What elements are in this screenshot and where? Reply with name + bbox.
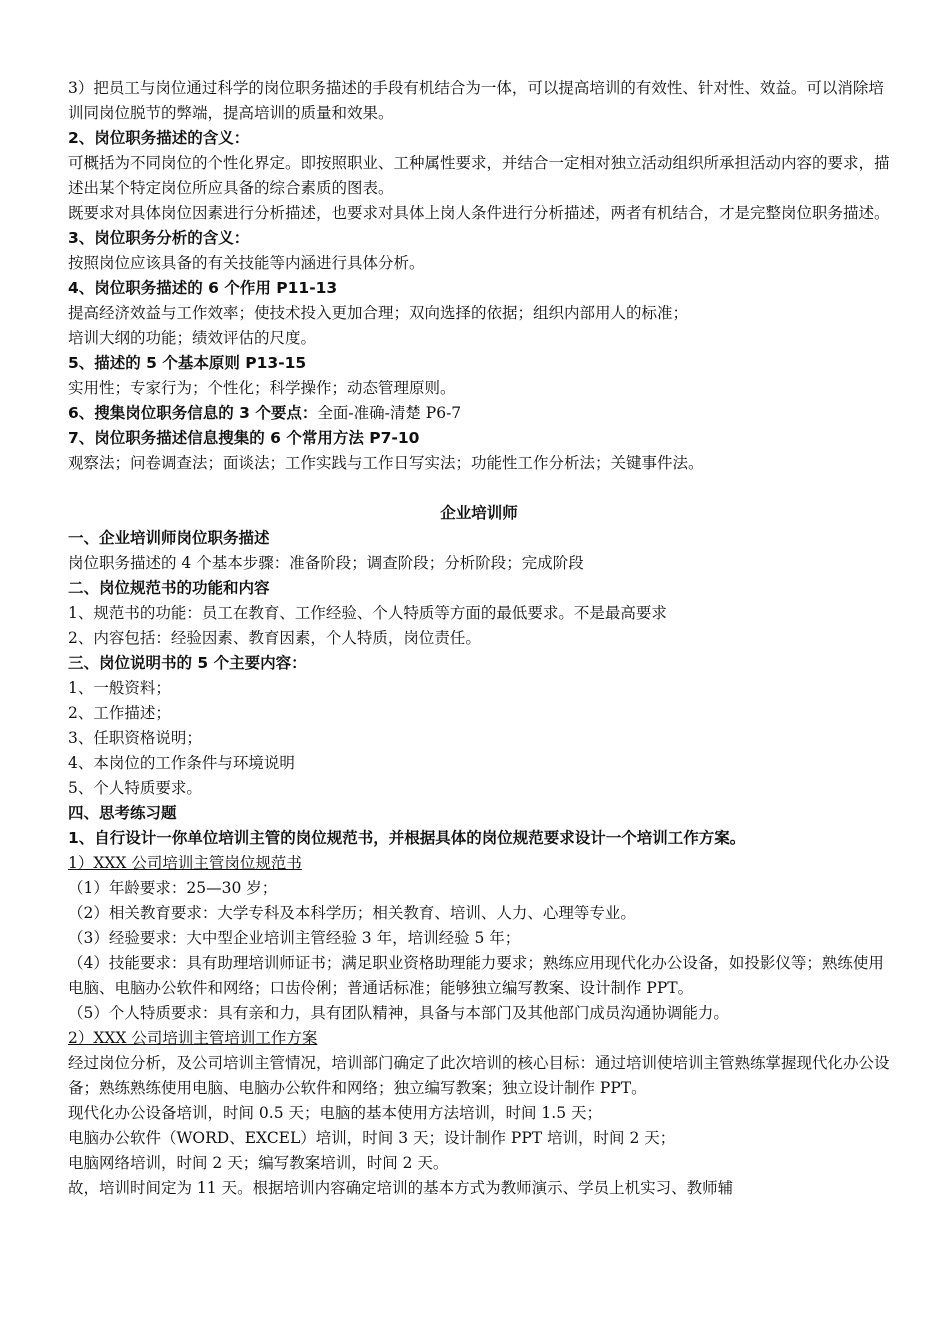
question: 1、自行设计一你单位培训主管的岗位规范书，并根据具体的岗位规范要求设计一个培训工作方案。: [68, 829, 746, 847]
list-item: 1、一般资料；: [68, 679, 171, 697]
heading: 三、岗位说明书的 5 个主要内容：: [68, 654, 307, 672]
paragraph: 2、内容包括：经验因素、教育因素，个人特质，岗位责任。: [68, 629, 481, 647]
paragraph: 电脑网络培训，时间 2 天；编写教案培训，时间 2 天。: [68, 1154, 449, 1172]
heading: 四、思考练习题: [68, 804, 177, 822]
requirement-item: （4）技能要求：具有助理培训师证书；满足职业资格助理能力要求；熟练应用现代化办公设备，如投影仪等；熟练使用电脑、电脑办公软件和网络；口齿伶俐；普通话标准；能够独立编写教案、设计制作 PPT。: [68, 954, 884, 997]
paragraph: 培训大纲的功能；绩效评估的尺度。: [68, 329, 317, 347]
paragraph: 按照岗位应该具备的有关技能等内涵进行具体分析。: [68, 254, 425, 272]
paragraph: 1、规范书的功能：员工在教育、工作经验、个人特质等方面的最低要求。不是最高要求: [68, 604, 667, 622]
heading: 2、岗位职务描述的含义：: [68, 129, 250, 147]
list-item: 5、个人特质要求。: [68, 779, 202, 797]
paragraph: 观察法；问卷调查法；面谈法；工作实践与工作日写实法；功能性工作分析法；关键事件法。: [68, 454, 704, 472]
paragraph: 经过岗位分析，及公司培训主管情况，培训部门确定了此次培训的核心目标：通过培训使培训主管熟练掌握现代化办公设备；熟练熟练使用电脑、电脑办公软件和网络；独立编写教案；独立设计制作 PPT。: [68, 1054, 890, 1097]
paragraph: 实用性；专家行为；个性化；科学操作；动态管理原则。: [68, 379, 456, 397]
heading: 二、岗位规范书的功能和内容: [68, 579, 270, 597]
heading: 4、岗位职务描述的 6 个作用 P11-13: [68, 279, 338, 297]
paragraph: 既要求对具体岗位因素进行分析描述，也要求对具体上岗人条件进行分析描述，两者有机结合，才是完整岗位职务描述。: [68, 204, 890, 222]
document-page: [68, 76, 890, 1201]
paragraph: 故，培训时间定为 11 天。根据培训内容确定培训的基本方式为教师演示、学员上机实习、教师辅: [68, 1179, 734, 1197]
requirement-item: （1）年龄要求：25—30 岁；: [68, 879, 278, 897]
list-item: 3、任职资格说明；: [68, 729, 202, 747]
list-item: 2、工作描述；: [68, 704, 171, 722]
heading-tail: 全面-准确-清楚 P6-7: [317, 404, 462, 422]
requirement-item: （2）相关教育要求：大学专科及本科学历；相关教育、培训、人力、心理等专业。: [68, 904, 636, 922]
subheading: 2）XXX 公司培训主管培训工作方案: [68, 1029, 318, 1047]
paragraph: 可概括为不同岗位的个性化界定。即按照职业、工种属性要求，并结合一定相对独立活动组织所承担活动内容的要求，描述出某个特定岗位所应具备的综合素质的图表。: [68, 154, 890, 197]
heading-line: [68, 401, 890, 426]
heading: 3、岗位职务分析的含义：: [68, 229, 250, 247]
paragraph: 3）把员工与岗位通过科学的岗位职务描述的手段有机结合为一体，可以提高培训的有效性、针对性、效益。可以消除培训同岗位脱节的弊端，提高培训的质量和效果。: [68, 79, 884, 122]
spacer: [68, 476, 890, 501]
section-title: 企业培训师: [440, 504, 518, 522]
list-item: 4、本岗位的工作条件与环境说明: [68, 754, 295, 772]
subheading: 1）XXX 公司培训主管岗位规范书: [68, 854, 302, 872]
requirement-item: （3）经验要求：大中型企业培训主管经验 3 年，培训经验 5 年；: [68, 929, 521, 947]
heading: 一、企业培训师岗位职务描述: [68, 529, 270, 547]
heading: 5、描述的 5 个基本原则 P13-15: [68, 354, 307, 372]
paragraph: 岗位职务描述的 4 个基本步骤：准备阶段；调查阶段；分析阶段；完成阶段: [68, 554, 584, 572]
heading: 7、岗位职务描述信息搜集的 6 个常用方法 P7-10: [68, 429, 420, 447]
heading: 6、搜集岗位职务信息的 3 个要点：: [68, 404, 318, 422]
paragraph: 现代化办公设备培训，时间 0.5 天；电脑的基本使用方法培训，时间 1.5 天；: [68, 1104, 603, 1122]
requirement-item: （5）个人特质要求：具有亲和力，具有团队精神，具备与本部门及其他部门成员沟通协调能力。: [68, 1004, 729, 1022]
paragraph: 电脑办公软件（WORD、EXCEL）培训，时间 3 天；设计制作 PPT 培训，时间 2 天；: [68, 1129, 676, 1147]
paragraph: 提高经济效益与工作效率；使技术投入更加合理；双向选择的依据；组织内部用人的标准；: [68, 304, 689, 322]
